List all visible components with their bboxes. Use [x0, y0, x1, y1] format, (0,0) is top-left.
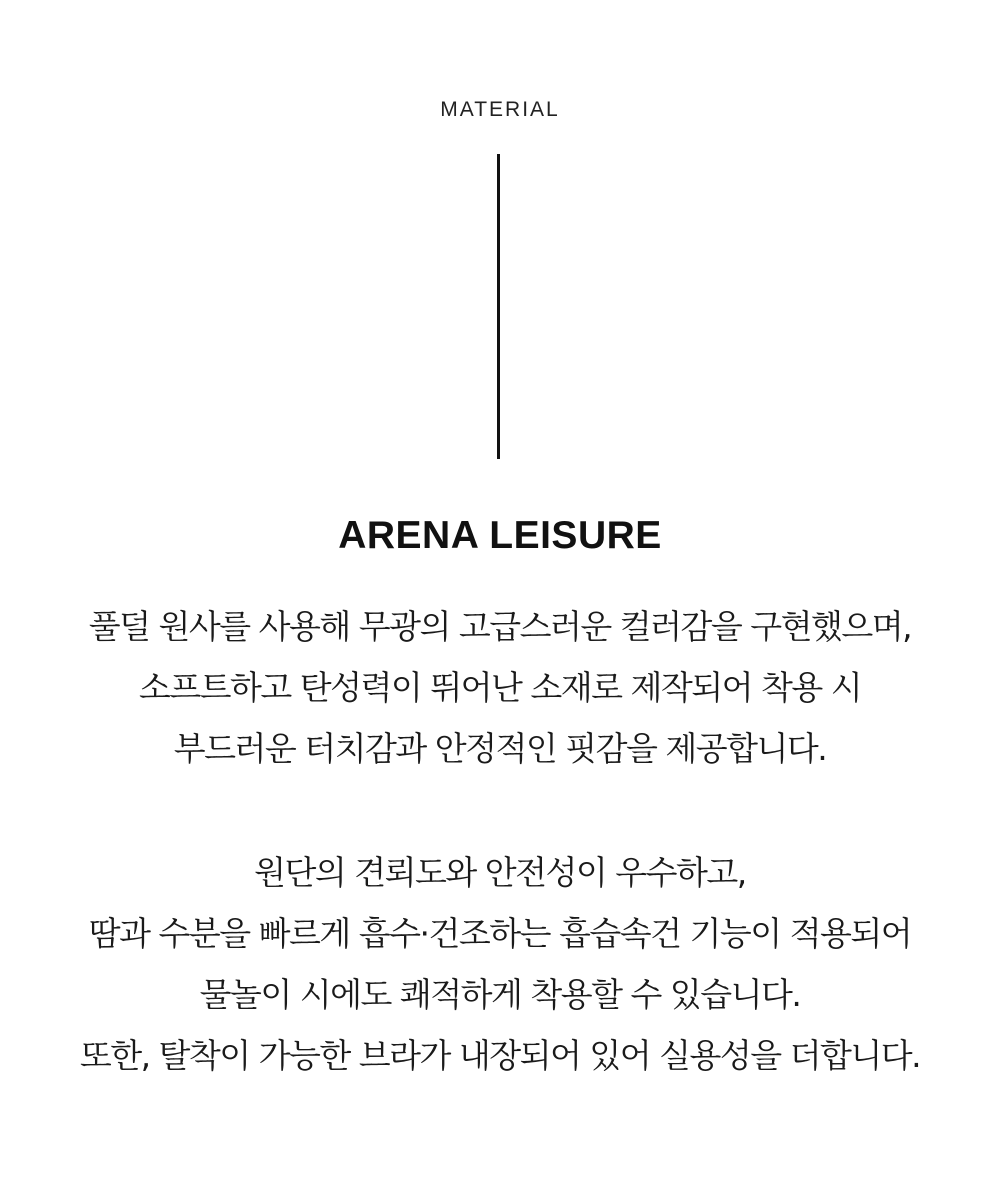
- description-line: 부드러운 터치감과 안정적인 핏감을 제공합니다.: [173, 729, 827, 768]
- description-line: 소프트하고 탄성력이 뛰어난 소재로 제작되어 착용 시: [138, 668, 862, 707]
- description-line: 풀덜 원사를 사용해 무광의 고급스러운 컬러감을 구현했으며,: [88, 607, 912, 646]
- vertical-divider: [497, 154, 500, 459]
- description-line: 물놀이 시에도 쾌적하게 착용할 수 있습니다.: [199, 975, 801, 1014]
- product-title: ARENA LEISURE: [338, 514, 662, 557]
- section-label: MATERIAL: [440, 98, 560, 121]
- description-paragraph-2: [0, 842, 1000, 1086]
- description-line: 땀과 수분을 빠르게 흡수·건조하는 흡습속건 기능이 적용되어: [88, 914, 912, 953]
- description-paragraph-1: [0, 596, 1000, 779]
- description-line: 원단의 견뢰도와 안전성이 우수하고,: [254, 853, 746, 892]
- description-line: 또한, 탈착이 가능한 브라가 내장되어 있어 실용성을 더합니다.: [79, 1036, 921, 1075]
